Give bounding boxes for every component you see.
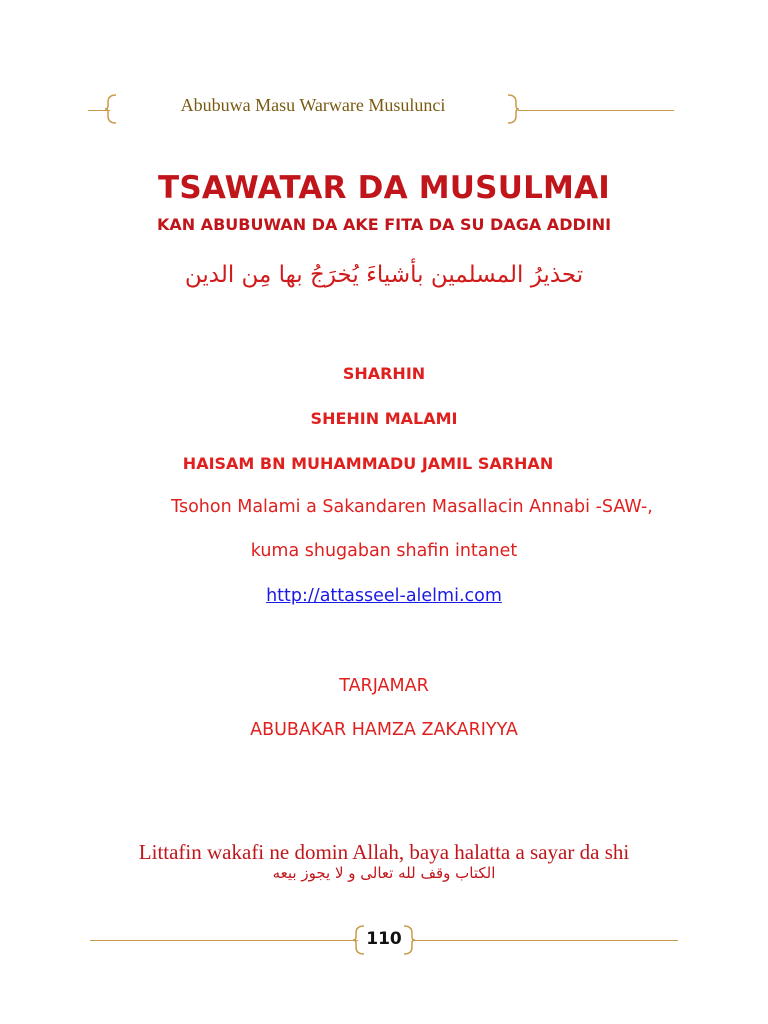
website-link[interactable]: http://attasseel-alelmi.com <box>266 586 502 606</box>
author-role-line2: kuma shugaban shafin intanet <box>250 541 518 561</box>
waqf-note-arabic: الكتاب وقف لله تعالى و لا يجوز بيعه <box>272 864 496 882</box>
book-subtitle: KAN ABUBUWAN DA AKE FITA DA SU DAGA ADDINI <box>156 215 612 234</box>
arabic-title: تحذيرُ المسلمين بأشياءَ يُخرَجُ بها مِن الدين <box>184 262 584 288</box>
website-line <box>0 586 768 606</box>
shehin-malami-label: SHEHIN MALAMI <box>310 409 458 428</box>
waqf-note: Littafin wakafi ne domin Allah, baya halatta a sayar da shi <box>138 840 630 864</box>
translator-name: ABUBAKAR HAMZA ZAKARIYYA <box>250 720 518 740</box>
header-bracket-left <box>104 94 118 124</box>
footer-rule-left <box>90 940 358 941</box>
author-role-line1: Tsohon Malami a Sakandaren Masallacin Annabi -SAW-, <box>171 497 653 517</box>
header-bracket-right <box>506 94 520 124</box>
author-name: HAISAM BN MUHAMMADU JAMIL SARHAN <box>182 454 554 473</box>
header-rule-right <box>518 110 674 111</box>
sharhin-label: SHARHIN <box>342 364 426 383</box>
book-title: TSAWATAR DA MUSULMAI <box>157 170 611 206</box>
footer-rule-right <box>414 940 678 941</box>
running-header: Abubuwa Masu Warware Musulunci <box>180 95 446 115</box>
tarjamar-label: TARJAMAR <box>339 676 429 696</box>
page-number: 110 <box>366 929 402 949</box>
